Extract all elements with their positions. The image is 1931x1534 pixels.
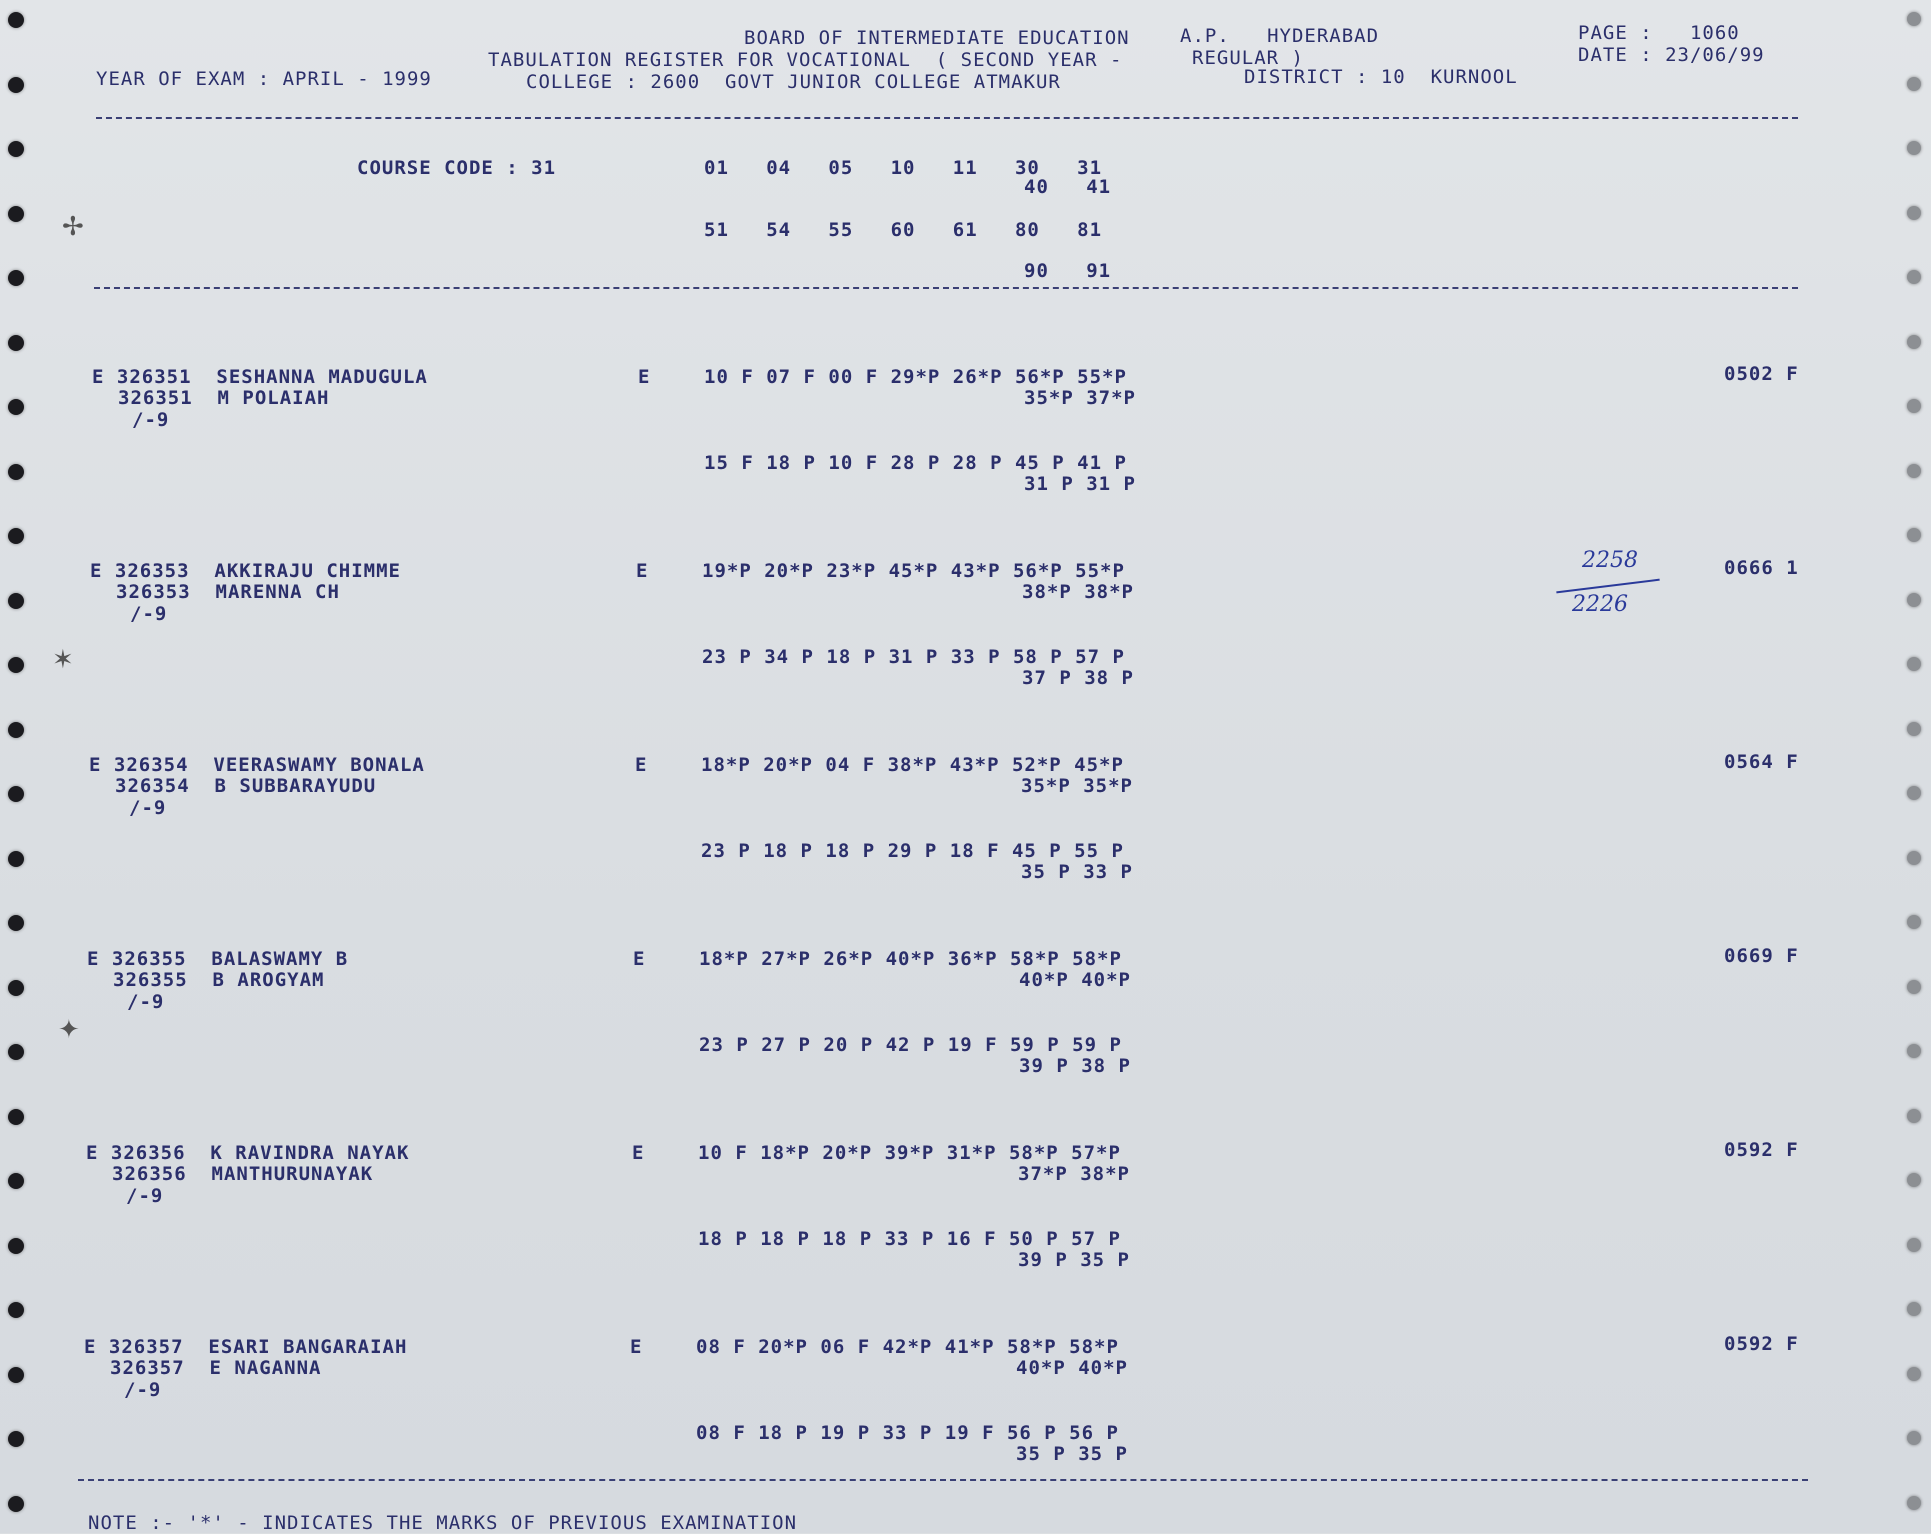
feed-hole	[1907, 206, 1921, 220]
header-divider	[96, 117, 1798, 119]
record-id-name: E 326354 VEERASWAMY BONALA	[89, 754, 425, 776]
record-medium: E	[632, 1142, 645, 1164]
footnote: NOTE :- '*' - INDICATES THE MARKS OF PREVIOUS EXAMINATION	[88, 1512, 798, 1534]
feed-hole	[1907, 786, 1921, 800]
record-marks-row-1: 18*P 27*P 26*P 40*P 36*P 58*P 58*P	[699, 948, 1122, 970]
register-title: TABULATION REGISTER FOR VOCATIONAL ( SECOND YEAR -	[488, 49, 1123, 71]
record-code: /-9	[129, 797, 167, 819]
record-marks-row-2: 23 P 34 P 18 P 31 P 33 P 58 P 57 P	[702, 646, 1125, 668]
feed-hole	[8, 77, 24, 93]
record-marks-row-1: 10 F 18*P 20*P 39*P 31*P 58*P 57*P	[698, 1142, 1121, 1164]
feed-hole	[1907, 980, 1921, 994]
record-father-name: 326354 B SUBBARAYUDU	[115, 775, 377, 797]
record-marks-row-2b: 35 P 35 P	[1016, 1443, 1128, 1465]
feed-hole	[8, 464, 24, 480]
feed-hole	[1907, 1302, 1921, 1316]
feed-hole	[1907, 657, 1921, 671]
record-father-name: 326353 MARENNA CH	[116, 581, 340, 603]
margin-mark: ✦	[58, 1015, 80, 1045]
feed-hole	[1907, 77, 1921, 91]
feed-hole	[8, 1496, 24, 1512]
course-code: COURSE CODE : 31	[357, 157, 557, 179]
record-id-name: E 326351 SESHANNA MADUGULA	[92, 366, 428, 388]
feed-hole	[1907, 722, 1921, 736]
feed-hole	[1907, 1044, 1921, 1058]
feed-hole	[1907, 399, 1921, 413]
record-marks-row-1b: 37*P 38*P	[1018, 1163, 1130, 1185]
record-marks-row-2b: 31 P 31 P	[1024, 473, 1136, 495]
record-marks-row-1b: 40*P 40*P	[1016, 1357, 1128, 1379]
feed-hole	[1907, 12, 1921, 26]
feed-hole	[8, 657, 24, 673]
college-name: COLLEGE : 2600 GOVT JUNIOR COLLEGE ATMAKUR	[526, 71, 1061, 93]
footer-divider	[78, 1479, 1808, 1481]
record-medium: E	[638, 366, 651, 388]
feed-hole	[1907, 1367, 1921, 1381]
subject-codes-row-1b: 40 41	[1024, 176, 1112, 198]
record-father-name: 326355 B AROGYAM	[113, 969, 325, 991]
record-marks-row-2b: 39 P 38 P	[1019, 1055, 1131, 1077]
record-total-result: 0666 1	[1724, 557, 1799, 579]
record-id-name: E 326355 BALASWAMY B	[87, 948, 349, 970]
feed-hole	[8, 1302, 24, 1318]
record-father-name: 326356 MANTHURUNAYAK	[112, 1163, 374, 1185]
margin-mark: ✶	[52, 645, 74, 675]
record-marks-row-2b: 37 P 38 P	[1022, 667, 1134, 689]
record-code: /-9	[127, 991, 165, 1013]
feed-hole	[1907, 528, 1921, 542]
record-marks-row-2b: 39 P 35 P	[1018, 1249, 1130, 1271]
register-type: REGULAR )	[1192, 47, 1304, 69]
record-marks-row-1b: 40*P 40*P	[1019, 969, 1131, 991]
record-id-name: E 326357 ESARI BANGARAIAH	[84, 1336, 408, 1358]
subject-codes-row-1: 01 04 05 10 11 30 31	[704, 157, 1103, 179]
record-medium: E	[636, 560, 649, 582]
feed-hole	[1907, 1496, 1921, 1510]
feed-hole	[8, 851, 24, 867]
page-number: PAGE : 1060	[1578, 22, 1740, 44]
feed-hole	[8, 206, 24, 222]
record-marks-row-2b: 35 P 33 P	[1021, 861, 1133, 883]
feed-hole	[8, 1109, 24, 1125]
record-medium: E	[633, 948, 646, 970]
record-marks-row-1b: 35*P 35*P	[1021, 775, 1133, 797]
record-marks-row-2: 08 F 18 P 19 P 33 P 19 F 56 P 56 P	[696, 1422, 1119, 1444]
tractor-feed-holes-left	[0, 0, 30, 1533]
record-marks-row-2: 15 F 18 P 10 F 28 P 28 P 45 P 41 P	[704, 452, 1127, 474]
record-marks-row-1b: 35*P 37*P	[1024, 387, 1136, 409]
record-marks-row-2: 23 P 18 P 18 P 29 P 18 F 45 P 55 P	[701, 840, 1124, 862]
feed-hole	[8, 399, 24, 415]
margin-mark: ✢	[62, 212, 84, 242]
board-title: BOARD OF INTERMEDIATE EDUCATION	[744, 27, 1130, 49]
feed-hole	[8, 270, 24, 286]
feed-hole	[8, 141, 24, 157]
record-total-result: 0564 F	[1724, 751, 1799, 773]
record-medium: E	[635, 754, 648, 776]
tractor-feed-holes-right	[1901, 0, 1931, 1533]
record-total-result: 0592 F	[1724, 1139, 1799, 1161]
feed-hole	[1907, 270, 1921, 284]
record-medium: E	[630, 1336, 643, 1358]
record-father-name: 326357 E NAGANNA	[110, 1357, 322, 1379]
year-of-exam: YEAR OF EXAM : APRIL - 1999	[96, 68, 432, 90]
board-location: A.P. HYDERABAD	[1180, 25, 1380, 47]
record-id-name: E 326356 K RAVINDRA NAYAK	[86, 1142, 410, 1164]
feed-hole	[1907, 915, 1921, 929]
record-total-result: 0502 F	[1724, 363, 1799, 385]
feed-hole	[8, 1238, 24, 1254]
feed-hole	[1907, 1173, 1921, 1187]
record-total-result: 0669 F	[1724, 945, 1799, 967]
print-date: DATE : 23/06/99	[1578, 44, 1765, 66]
feed-hole	[1907, 593, 1921, 607]
record-marks-row-1: 10 F 07 F 00 F 29*P 26*P 56*P 55*P	[704, 366, 1127, 388]
record-marks-row-1: 18*P 20*P 04 F 38*P 43*P 52*P 45*P	[701, 754, 1124, 776]
handwritten-total-top: 2258	[1582, 548, 1638, 573]
feed-hole	[8, 722, 24, 738]
feed-hole	[8, 980, 24, 996]
feed-hole	[1907, 141, 1921, 155]
record-total-result: 0592 F	[1724, 1333, 1799, 1355]
feed-hole	[1907, 1238, 1921, 1252]
feed-hole	[8, 593, 24, 609]
record-marks-row-2: 23 P 27 P 20 P 42 P 19 F 59 P 59 P	[699, 1034, 1122, 1056]
feed-hole	[1907, 464, 1921, 478]
feed-hole	[8, 1431, 24, 1447]
feed-hole	[1907, 335, 1921, 349]
feed-hole	[1907, 1431, 1921, 1445]
feed-hole	[8, 786, 24, 802]
record-code: /-9	[126, 1185, 164, 1207]
feed-hole	[1907, 851, 1921, 865]
record-code: /-9	[130, 603, 168, 625]
record-marks-row-1: 08 F 20*P 06 F 42*P 41*P 58*P 58*P	[696, 1336, 1119, 1358]
feed-hole	[8, 528, 24, 544]
feed-hole	[1907, 1109, 1921, 1123]
record-code: /-9	[132, 409, 170, 431]
handwritten-total-bottom: 2226	[1572, 592, 1628, 617]
feed-hole	[8, 1173, 24, 1189]
record-id-name: E 326353 AKKIRAJU CHIMME	[90, 560, 401, 582]
feed-hole	[8, 1367, 24, 1383]
record-marks-row-1: 19*P 20*P 23*P 45*P 43*P 56*P 55*P	[702, 560, 1125, 582]
course-divider	[94, 287, 1798, 289]
feed-hole	[8, 1044, 24, 1060]
subject-codes-row-2: 51 54 55 60 61 80 81	[704, 219, 1103, 241]
feed-hole	[8, 915, 24, 931]
feed-hole	[8, 12, 24, 28]
feed-hole	[8, 335, 24, 351]
record-father-name: 326351 M POLAIAH	[118, 387, 330, 409]
record-marks-row-2: 18 P 18 P 18 P 33 P 16 F 50 P 57 P	[698, 1228, 1121, 1250]
record-code: /-9	[124, 1379, 162, 1401]
record-marks-row-1b: 38*P 38*P	[1022, 581, 1134, 603]
district-name: DISTRICT : 10 KURNOOL	[1244, 66, 1518, 88]
subject-codes-row-3: 90 91	[1024, 260, 1112, 282]
